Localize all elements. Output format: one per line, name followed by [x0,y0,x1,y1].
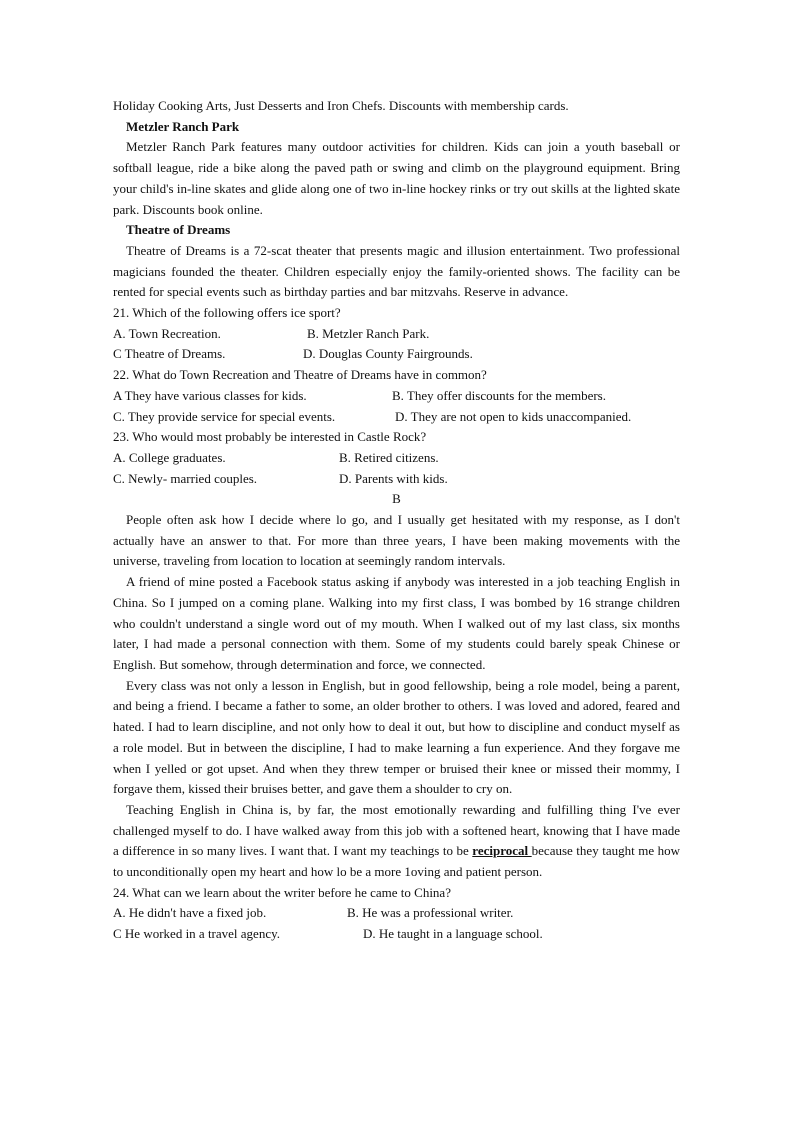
question-22-stem: 22. What do Town Recreation and Theatre of Dreams have in common? [113,367,487,383]
question-21-option-d: D. Douglas County Fairgrounds. [303,346,473,362]
question-22-options-row-1 [113,386,680,407]
question-23-options-row-1 [113,448,680,469]
question-23-option-c: C. Newly- married couples. [113,470,258,486]
question-22-options-row-2 [113,407,680,428]
question-22-option-c: C. They provide service for special events. [113,408,336,424]
section-b-paragraph-1: People often ask how I decide where lo go, and I usually get hesitated with my response, as I don't actually have an answer to that. For more than three years, I have been making movements with the universe, traveling from location to location at seemingly random intervals. [113,512,680,569]
metzler-heading: Metzler Ranch Park [126,118,240,134]
section-b-label: B [392,491,401,507]
question-21-options-row-2 [113,344,680,365]
question-24-options-row-2 [113,924,680,945]
question-21-option-a: A. Town Recreation. [113,325,221,341]
metzler-paragraph: Metzler Ranch Park features many outdoor activities for children. Kids can join a youth baseball or softball league, ride a bike along the paved path or swing and climb on the playground equipment. Bring your child's in-line skates and glide along one of two in-line hockey rinks or try out skills at the lighted skate park. Discounts book online. [113,139,680,217]
question-22-option-d: D. They are not open to kids unaccompanied. [395,408,632,424]
question-23-stem: 23. Who would most probably be interested in Castle Rock? [113,429,427,445]
question-21-option-b: B. Metzler Ranch Park. [307,325,430,341]
question-24-option-c: C He worked in a travel agency. [113,926,281,942]
question-21-option-c: C Theatre of Dreams. [113,346,226,362]
paragraph-4-before: Teaching English in China is, by far, the most emotionally rewarding and fulfilling thing I've ever challenged myself to do. I have walked away from this job with a softened heart, knowing that I have made a difference in so many lives. I want that. I want my teachings to be [113,801,680,859]
theatre-heading: Theatre of Dreams [126,222,231,238]
question-24-option-b: B. He was a professional writer. [347,905,514,921]
section-b-paragraph-3: Every class was not only a lesson in English, but in good fellowship, being a role model, being a parent, and being a friend. I became a father to some, an older brother to others. I was loved and adored, feared and hated. I had to learn discipline, and not only how to deal it out, but how to discipline and conduct myself as a role model. But in between the discipline, I had to make learning a fun experience. And they forgave me when I yelled or got upset. And when they threw temper or bruised their knee or missed their mommy, I forgave them, kissed their bruises better, and gave them a shoulder to cry on. [113,677,680,797]
question-21-stem: 21. Which of the following offers ice sport? [113,305,341,321]
holiday-line: Holiday Cooking Arts, Just Desserts and Iron Chefs. Discounts with membership cards. [113,98,569,113]
question-21-options-row-1 [113,324,680,345]
theatre-paragraph: Theatre of Dreams is a 72-scat theater that presents magic and illusion entertainment. Two professional magicians founded the theater. Children especially enjoy the family-oriented shows. The facility can be rented for special events such as birthday parties and bar mitzvahs. Reserve in advance. [113,242,680,300]
section-b-paragraph-2: A friend of mine posted a Facebook status asking if anybody was interested in a job teaching English in China. So I jumped on a coming plane. Walking into my first class, I was bombed by 16 strange children who couldn't understand a single word out of my mouth. When I walked out of my last class, six months later, I had made a personal connection with them. Some of my students could barely speak Chinese or English. But somehow, through determination and force, we connected. [113,574,680,672]
underlined-word-reciprocal: reciprocal [472,843,532,859]
question-23-options-row-2 [113,469,680,490]
question-23-option-d: D. Parents with kids. [339,470,448,486]
question-22-option-b: B. They offer discounts for the members. [392,387,606,403]
question-23-option-a: A. College graduates. [113,449,226,465]
question-22-option-a: A They have various classes for kids. [113,387,307,403]
question-24-option-d: D. He taught in a language school. [363,926,543,942]
paragraph-4-after: because they taught me how to unconditionally open my heart and how lo be a more 1oving and patient person. [113,843,680,880]
question-24-option-a: A. He didn't have a fixed job. [113,905,267,921]
question-23-option-b: B. Retired citizens. [339,449,439,465]
document-page [113,96,680,945]
question-24-stem: 24. What can we learn about the writer before he came to China? [113,884,451,900]
question-24-options-row-1 [113,903,680,924]
section-b-paragraph-4 [113,800,680,883]
